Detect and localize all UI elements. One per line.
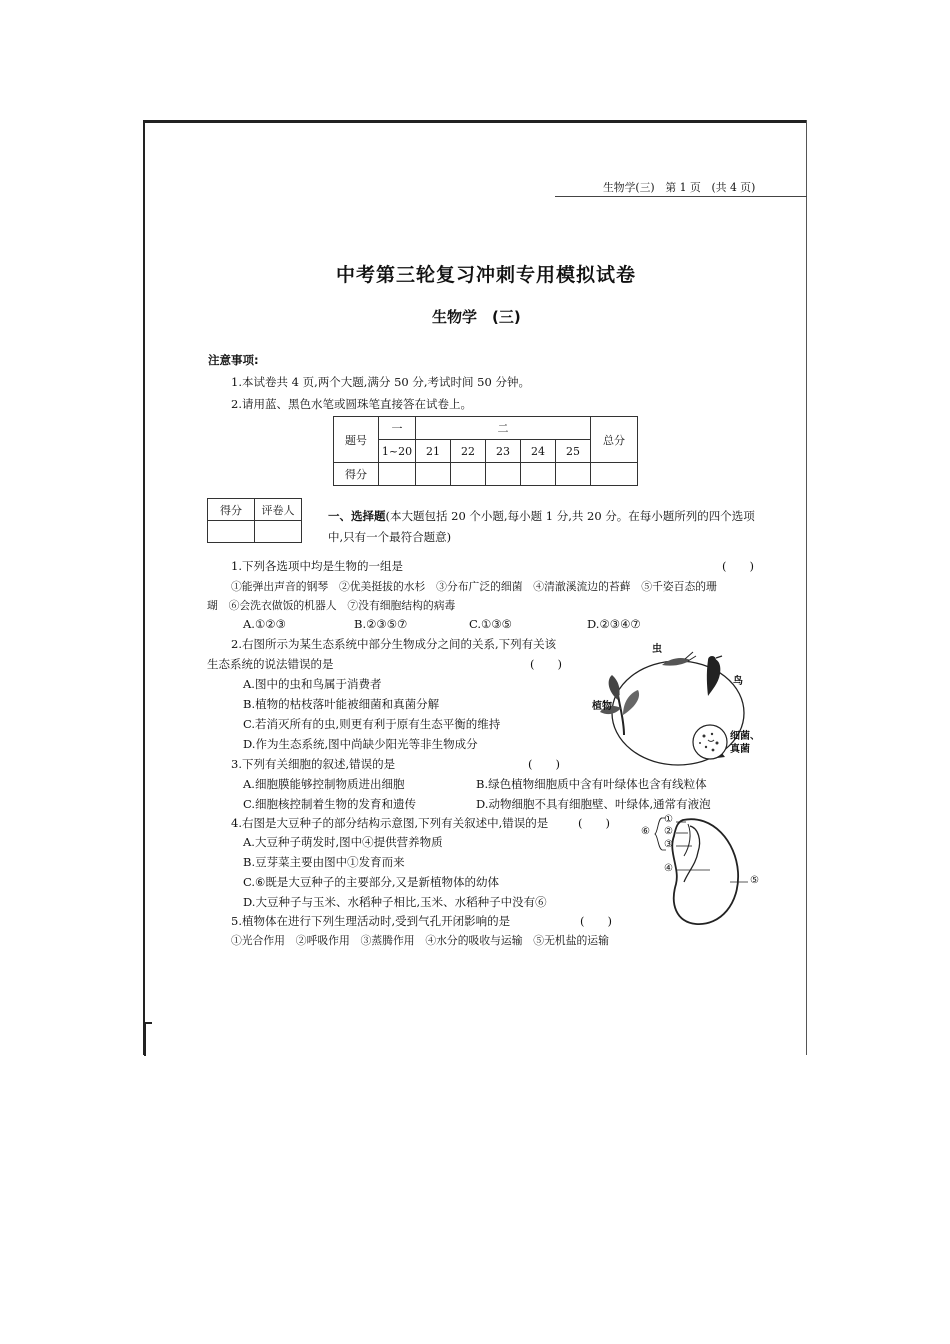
page-frame-right — [806, 120, 807, 1055]
notice-item: 1.本试卷共 4 页,两个大题,满分 50 分,考试时间 50 分钟。 — [231, 375, 530, 389]
score-cell[interactable] — [521, 463, 556, 486]
figure-label-microbe: 细菌、 — [730, 731, 760, 742]
score-table-total: 总分 — [591, 417, 638, 463]
score-cell[interactable] — [416, 463, 451, 486]
header-rule — [555, 196, 807, 197]
answer-paren[interactable]: ( ) — [578, 816, 610, 830]
score-cell[interactable] — [591, 463, 638, 486]
seed-label: ⑥ — [641, 826, 650, 837]
grader-box — [207, 498, 302, 543]
answer-paren[interactable]: ( ) — [530, 657, 562, 671]
option-c: C.⑥既是大豆种子的主要部分,又是新植物体的幼体 — [243, 875, 500, 889]
question-stem: 生态系统的说法错误的是 — [207, 657, 334, 671]
answer-paren[interactable]: ( ) — [580, 914, 612, 928]
seed-figure — [638, 812, 768, 930]
seed-label: ③ — [664, 839, 673, 850]
option-c: C.①③⑤ — [469, 617, 512, 631]
seed-label: ② — [664, 826, 673, 837]
question-stem: 2.右图所示为某生态系统中部分生物成分之间的关系,下列有关该 — [231, 637, 557, 651]
score-table-col: 24 — [521, 440, 556, 463]
grader-score-label: 得分 — [208, 499, 255, 521]
question-stem: 3.下列有关细胞的叙述,错误的是 — [231, 757, 396, 771]
option-c: C.细胞核控制着生物的发育和遗传 — [243, 797, 417, 811]
binding-bracket — [144, 1022, 152, 1056]
seed-label: ④ — [664, 863, 673, 874]
option-d: D.②③④⑦ — [587, 617, 641, 631]
score-table-row-label: 题号 — [334, 417, 379, 463]
figure-label-microbe: 真菌 — [730, 744, 750, 755]
question-text: ①能弹出声音的钢琴 ②优美挺拔的水杉 ③分布广泛的细菌 ④清澈溪流边的苔藓 ⑤千姿百态的珊 — [231, 580, 717, 593]
score-cell[interactable] — [556, 463, 591, 486]
option-b: B.②③⑤⑦ — [354, 617, 408, 631]
score-table-col: 23 — [486, 440, 521, 463]
bird-icon — [707, 656, 722, 696]
insect-icon — [662, 652, 696, 666]
figure-label-insect: 虫 — [652, 644, 662, 655]
running-header: 生物学(三) 第 1 页 (共 4 页) — [603, 181, 756, 194]
notice-item: 2.请用蓝、黑色水笔或圆珠笔直接答在试卷上。 — [231, 397, 472, 411]
option-a: A.①②③ — [243, 617, 286, 631]
section1-heading: 一、选择题 — [328, 509, 386, 523]
question-text: ①光合作用 ②呼吸作用 ③蒸腾作用 ④水分的吸收与运输 ⑤无机盐的运输 — [231, 934, 609, 947]
option-d: D.大豆种子与玉米、水稻种子相比,玉米、水稻种子中没有⑥ — [243, 895, 547, 909]
option-a: A.细胞膜能够控制物质进出细胞 — [243, 777, 405, 791]
page-frame-top — [143, 120, 807, 123]
option-d: D.作为生态系统,图中尚缺少阳光等非生物成分 — [243, 737, 478, 751]
option-c: C.若消灭所有的虫,则更有利于原有生态平衡的维持 — [243, 717, 501, 731]
answer-paren[interactable]: ( ) — [528, 757, 560, 771]
grader-score-cell[interactable] — [208, 521, 255, 543]
score-table-col: 1~20 — [379, 440, 416, 463]
option-b: B.豆芽菜主要由图中①发育而来 — [243, 855, 405, 869]
question-stem: 1.下列各选项中均是生物的一组是 — [231, 559, 403, 573]
figure-label-plant: 植物 — [592, 701, 612, 712]
answer-paren[interactable]: ( ) — [722, 559, 754, 573]
section1-header — [328, 508, 755, 524]
notice-heading: 注意事项: — [208, 353, 259, 367]
score-table-section-one: 一 — [379, 417, 416, 440]
exam-subtitle: 生物学 (三) — [432, 308, 521, 326]
bracket-icon — [655, 818, 662, 850]
score-table-col: 21 — [416, 440, 451, 463]
score-table — [333, 416, 638, 486]
question-stem: 5.植物体在进行下列生理活动时,受到气孔开闭影响的是 — [231, 914, 511, 928]
score-cell[interactable] — [486, 463, 521, 486]
question-text: 瑚 ⑥会洗衣做饭的机器人 ⑦没有细胞结构的病毒 — [207, 599, 456, 612]
section1-desc: 中,只有一个最符合题意) — [328, 530, 452, 544]
option-a: A.大豆种子萌发时,图中④提供营养物质 — [243, 835, 443, 849]
grader-name-label: 评卷人 — [255, 499, 302, 521]
option-b: B.绿色植物细胞质中含有叶绿体也含有线粒体 — [476, 777, 707, 791]
option-b: B.植物的枯枝落叶能被细菌和真菌分解 — [243, 697, 440, 711]
seed-coat — [672, 819, 738, 924]
microbe-icon — [693, 725, 727, 759]
figure-label-bird: 鸟 — [733, 676, 743, 687]
score-table-col: 25 — [556, 440, 591, 463]
option-a: A.图中的虫和鸟属于消费者 — [243, 677, 382, 691]
score-cell[interactable] — [451, 463, 486, 486]
section1-desc: (本大题包括 20 个小题,每小题 1 分,共 20 分。在每小题所列的四个选项 — [385, 509, 755, 523]
score-table-row-label: 得分 — [334, 463, 379, 486]
score-table-section-two: 二 — [416, 417, 591, 440]
page-frame-left — [143, 120, 145, 1055]
grader-name-cell[interactable] — [255, 521, 302, 543]
seed-label: ① — [664, 814, 673, 825]
seed-label: ⑤ — [750, 875, 759, 886]
exam-title: 中考第三轮复习冲刺专用模拟试卷 — [336, 264, 637, 286]
score-cell[interactable] — [379, 463, 416, 486]
option-d: D.动物细胞不具有细胞壁、叶绿体,通常有液泡 — [476, 797, 711, 811]
score-table-col: 22 — [451, 440, 486, 463]
question-stem: 4.右图是大豆种子的部分结构示意图,下列有关叙述中,错误的是 — [231, 816, 549, 830]
